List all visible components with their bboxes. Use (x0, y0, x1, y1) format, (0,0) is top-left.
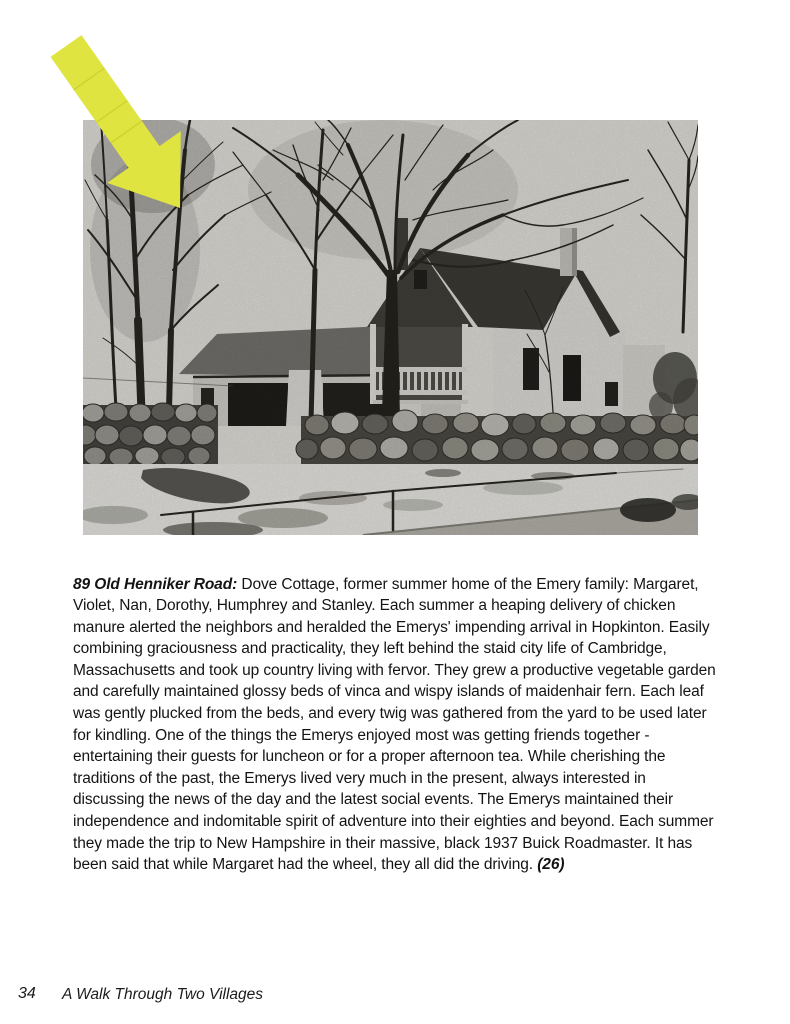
citation-number: (26) (537, 856, 565, 874)
address-heading: 89 Old Henniker Road: (73, 575, 238, 593)
arrow-icon (38, 30, 198, 220)
yellow-arrow-annotation (38, 30, 198, 220)
page-number: 34 (18, 985, 36, 1002)
caption-body: Dove Cottage, former summer home of the Emery family: Margaret, Violet, Nan, Dorothy, Humphrey and Stanley. Each summer a heaping delivery of chicken manure alerted the neighbors and heralded the Emerys' impending arrival in Hopkinton. Easily combining graciousness and practicality, they left behind the staid city life of Cambridge, Massachusetts and took up country living with fervor. They grew a productive vegetable garden and carefully maintained glossy beds of vinca and wispy islands of maidenhair fern. Each leaf was gently plucked from the beds, and every twig was gathered from the yard to be used later for kindling. One of the things the Emerys enjoyed most was getting friends together - entertaining their guests for luncheon or for a proper afternoon tea. While cherishing the traditions of the past, the Emerys lived very much in the present, always interested in discussing the news of the day and the latest social events. The Emerys maintained their independence and indomitable spirit of adventure into their eighties and beyond. Each summer they made the trip to New Hampshire in their massive, black 1937 Buick Roadmaster. It has been said that while Margaret had the wheel, they all did the driving. (73, 575, 716, 874)
caption-paragraph (73, 574, 718, 876)
book-title: A Walk Through Two Villages (62, 986, 264, 1003)
page-footer (0, 985, 790, 1011)
